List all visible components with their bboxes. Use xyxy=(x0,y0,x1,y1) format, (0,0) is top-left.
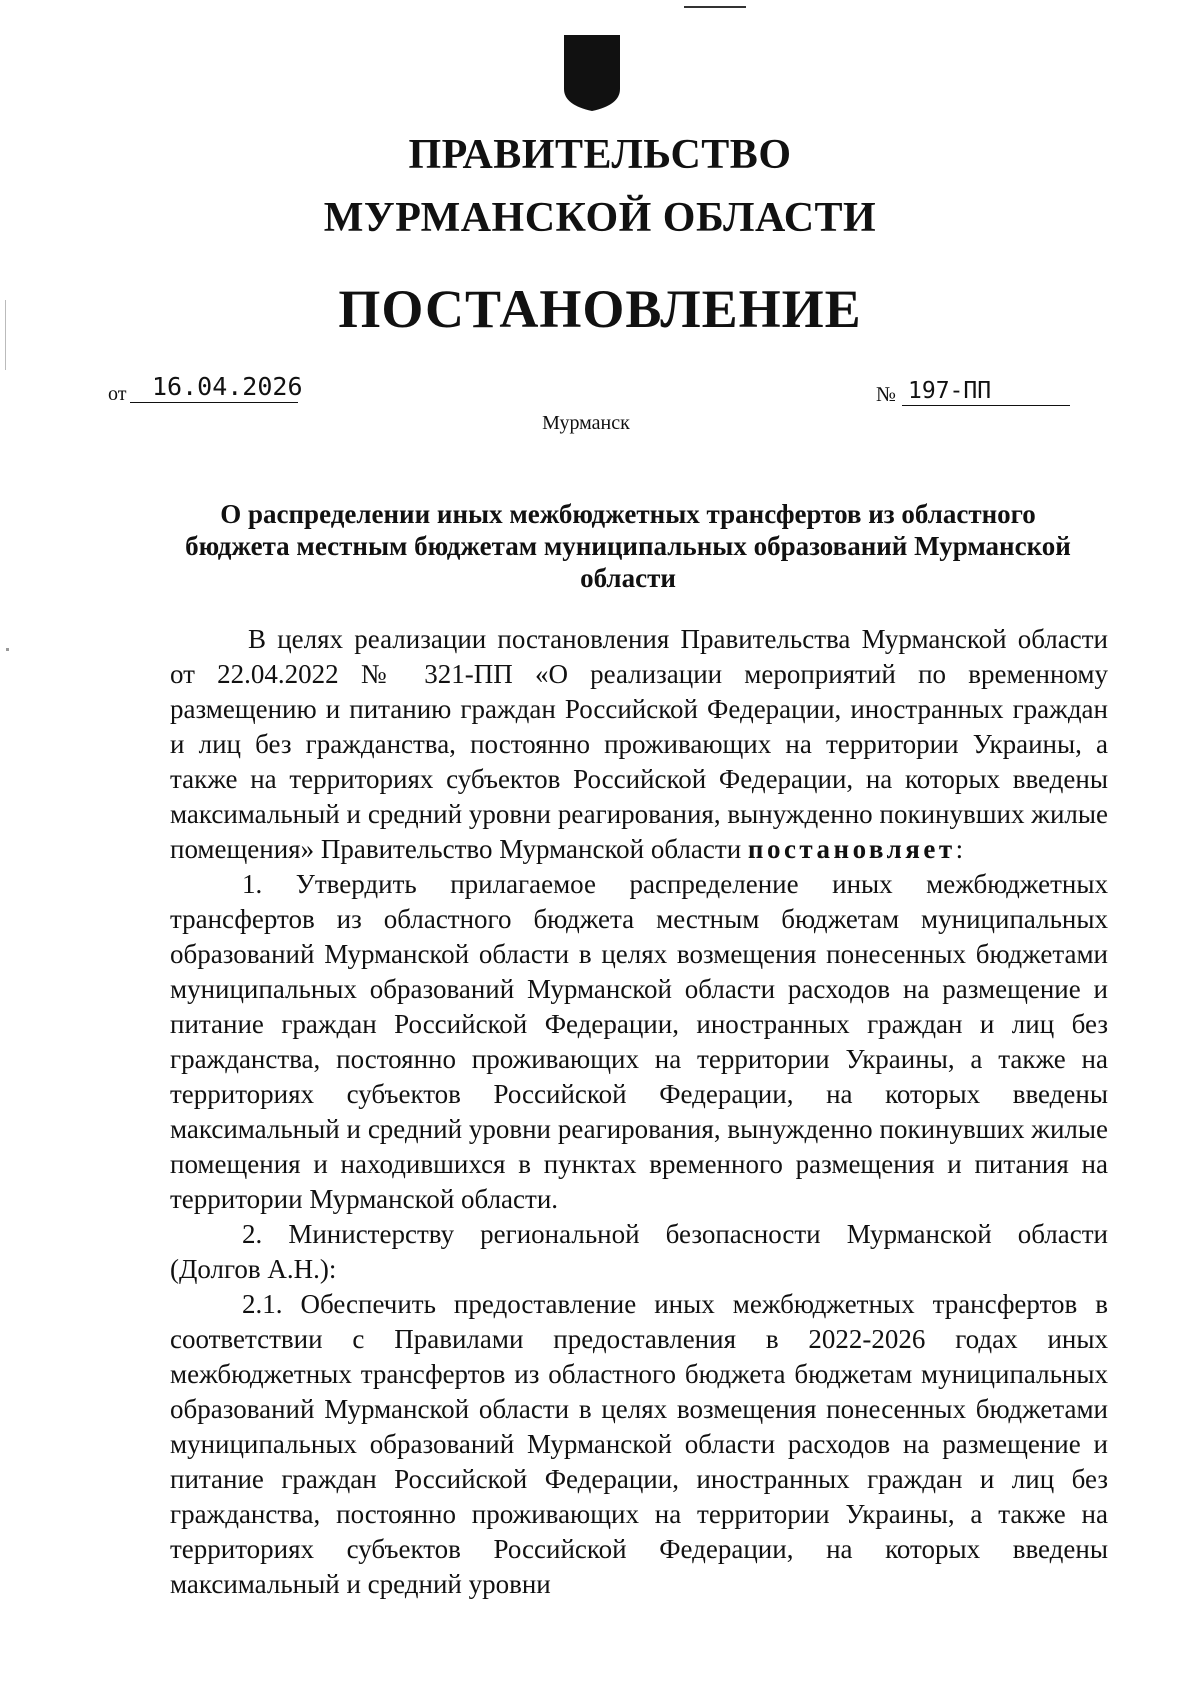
scan-edge-dot xyxy=(6,648,9,651)
clause-2: 2. Министерству региональной безопасности Мурманской области (Долгов А.Н.): xyxy=(170,1219,1108,1284)
document-date: 16.04.2026 xyxy=(130,372,298,403)
clause-1: 1. Утвердить прилагаемое распределение иных межбюджетных трансфертов из областного бюджета местным бюджетам муниципальных образований Мурманской области в целях возмещения понесенных бюджетами муниципальных образований Мурманской области расходов на размещение и питание граждан Российской Федерации, иностранных граждан и лиц без гражданства, постоянно проживающих на территории Украины, а также на территориях субъектов Российской Федерации, на которых введены максимальный и средний уровни реагирования, вынужденно покинувших жилые помещения и находившихся в пунктах временного размещения и питания на территории Мурманской области. xyxy=(170,869,1108,1214)
number-prefix: № xyxy=(876,382,897,406)
issue-city: Мурманск xyxy=(542,412,630,434)
clause-2-1: 2.1. Обеспечить предоставление иных межбюджетных трансфертов в соответствии с Правилами предоставления в 2022-2026 годах иных межбюджетных трансфертов из областного бюджета бюджетам муниципальных образований Мурманской области в целях возмещения понесенных бюджетами муниципальных образований Мурманской области расходов на размещение и питание граждан Российской Федерации, иностранных граждан и лиц без гражданства, постоянно проживающих на территории Украины, а также на территориях субъектов Российской Федерации, на которых введены максимальный и средний уровни xyxy=(170,1289,1108,1599)
document-title: О распределении иных межбюджетных трансфертов из областного бюджета местным бюджетам муниципальных образований Мурманской области xyxy=(185,499,1071,593)
coat-of-arms-icon xyxy=(562,33,622,113)
date-prefix: от xyxy=(108,383,127,405)
scan-top-mark xyxy=(684,6,746,8)
document-number: 197-ПП xyxy=(902,377,1070,406)
preamble-paragraph xyxy=(170,622,1108,867)
resolves-keyword: постановляет xyxy=(747,834,956,864)
document-body xyxy=(170,622,1108,1602)
document-type: ПОСТАНОВЛЕНИЕ xyxy=(338,279,862,339)
org-name-line1: ПРАВИТЕЛЬСТВО xyxy=(408,132,792,178)
org-name-line2: МУРМАНСКОЙ ОБЛАСТИ xyxy=(323,195,877,241)
preamble-colon: : xyxy=(955,834,964,864)
preamble-text: В целях реализации постановления Правительства Мурманской области от 22.04.2022 № 321-ПП «О реализации мероприятий по временному размещению и питанию граждан Российской Федерации, иностранных граждан и лиц без гражданства, постоянно проживающих на территории Украины, а также на территориях субъектов Российской Федерации, на которых введены максимальный и средний уровни реагирования, вынужденно покинувших жилые помещения» Правительство Мурманской области xyxy=(170,624,1108,864)
